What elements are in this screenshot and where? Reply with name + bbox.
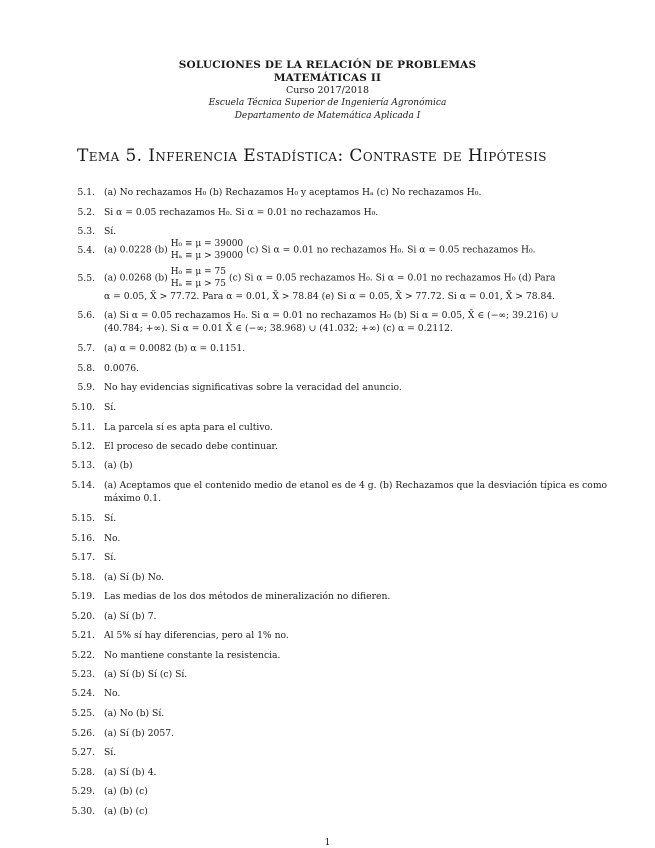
item-number: 5.9. bbox=[77, 382, 95, 393]
item-text bbox=[104, 785, 574, 798]
item-text bbox=[104, 571, 574, 584]
item-text-content: No hay evidencias significativas sobre la veracidad del anuncio. bbox=[104, 382, 402, 393]
item-number: 5.1. bbox=[77, 187, 95, 198]
item-number: 5.2. bbox=[77, 207, 95, 218]
item-text-content: Sí. bbox=[104, 226, 117, 237]
item-text bbox=[104, 532, 574, 545]
item-number: 5.4. bbox=[77, 245, 95, 256]
header-title-line1: SOLUCIONES DE LA RELACIÓN DE PROBLEMAS bbox=[178, 59, 477, 71]
item-text-content: (a) (b) bbox=[104, 460, 133, 471]
item-number: 5.17. bbox=[71, 552, 95, 563]
page-number: 1 bbox=[324, 838, 331, 848]
item-number: 5.18. bbox=[71, 572, 95, 583]
item-number: 5.15. bbox=[71, 513, 95, 524]
item-number: 5.8. bbox=[77, 363, 95, 374]
item-text bbox=[104, 459, 574, 472]
item-number: 5.21. bbox=[71, 630, 95, 641]
item-text bbox=[104, 766, 574, 779]
item-text-content: No. bbox=[104, 533, 121, 544]
item-number: 5.28. bbox=[71, 767, 95, 778]
alternative-hypothesis: Hₐ ≡ μ > 39000 bbox=[170, 251, 244, 261]
item-number: 5.13. bbox=[71, 460, 95, 471]
item-number: 5.23. bbox=[71, 669, 95, 680]
item-text bbox=[104, 381, 574, 394]
item-text-content: (a) Sí (b) 7. bbox=[104, 611, 157, 622]
item-text-post: (c) Si α = 0.01 no rechazamos H₀. Si α = 0.05 rechazamos H₀. bbox=[246, 244, 536, 256]
item-text-content: El proceso de secado debe continuar. bbox=[104, 441, 278, 452]
item-number: 5.14. bbox=[71, 480, 95, 491]
item-text bbox=[104, 479, 608, 492]
item-text-pre: (a) 0.0268 (b) bbox=[104, 272, 168, 284]
item-text bbox=[104, 266, 574, 290]
item-text bbox=[104, 649, 574, 662]
item-text-content: Si α = 0.05 rechazamos H₀. Si α = 0.01 no rechazamos H₀. bbox=[104, 207, 379, 218]
alternative-hypothesis: Hₐ ≡ μ > 75 bbox=[170, 279, 226, 289]
item-text-content: (a) No rechazamos H₀ (b) Rechazamos H₀ y aceptamos Hₐ (c) No rechazamos H₀. bbox=[104, 187, 482, 198]
item-text bbox=[104, 401, 574, 414]
item-text-content: Sí. bbox=[104, 747, 117, 758]
item-text bbox=[104, 590, 574, 603]
item-text-continuation: α = 0.05, X̄ > 77.72. Para α = 0.01, X̄ > 78.84 (e) Si α = 0.05, X̄ > 77.72. Si α = 0.01, X̄ > 78.84. bbox=[104, 291, 556, 302]
section-title: Tema 5. Inferencia Estadística: Contraste de Hipótesis bbox=[77, 146, 547, 166]
item-text bbox=[104, 186, 574, 199]
item-number: 5.6. bbox=[77, 310, 95, 321]
item-number: 5.3. bbox=[77, 226, 95, 237]
null-hypothesis: H₀ ≡ μ = 39000 bbox=[170, 239, 244, 249]
item-text-content: (a) Sí (b) Sí (c) Sí. bbox=[104, 669, 188, 680]
item-text bbox=[104, 727, 574, 740]
item-text-content: (a) Sí (b) No. bbox=[104, 572, 165, 583]
hypothesis-system bbox=[171, 238, 243, 262]
item-number: 5.7. bbox=[77, 343, 95, 354]
item-number: 5.25. bbox=[71, 708, 95, 719]
item-text-content: (a) Sí (b) 4. bbox=[104, 767, 157, 778]
item-text bbox=[104, 629, 574, 642]
header-department: Departamento de Matemática Aplicada I bbox=[234, 111, 421, 121]
item-text bbox=[104, 746, 574, 759]
item-text-continuation: máximo 0.1. bbox=[104, 493, 162, 504]
item-number: 5.19. bbox=[71, 591, 95, 602]
item-text bbox=[104, 342, 574, 355]
item-number: 5.16. bbox=[71, 533, 95, 544]
item-number: 5.27. bbox=[71, 747, 95, 758]
item-text bbox=[104, 707, 574, 720]
item-text-content: Sí. bbox=[104, 402, 117, 413]
item-text-content: (a) No (b) Sí. bbox=[104, 708, 165, 719]
item-text-content: (a) Aceptamos que el contenido medio de etanol es de 4 g. (b) Rechazamos que la desviación típica es como bbox=[104, 480, 608, 491]
item-text-continuation: (40.784; +∞). Si α = 0.01 X̄ ∈ (−∞; 38.968) ∪ (41.032; +∞) (c) α = 0.2112. bbox=[104, 323, 453, 334]
item-text bbox=[104, 668, 574, 681]
item-number: 5.12. bbox=[71, 441, 95, 452]
item-text bbox=[104, 238, 574, 262]
item-text-content: Las medias de los dos métodos de mineralización no difieren. bbox=[104, 591, 391, 602]
item-text bbox=[104, 805, 574, 818]
item-text-pre: (a) 0.0228 (b) bbox=[104, 244, 168, 256]
item-text bbox=[104, 551, 574, 564]
item-text bbox=[104, 610, 574, 623]
item-text bbox=[104, 687, 574, 700]
item-number: 5.24. bbox=[71, 688, 95, 699]
item-text-content: 0.0076. bbox=[104, 363, 140, 374]
item-text bbox=[104, 421, 574, 434]
item-text-content: No. bbox=[104, 688, 121, 699]
item-text-content: Sí. bbox=[104, 552, 117, 563]
null-hypothesis: H₀ ≡ μ = 75 bbox=[170, 267, 226, 277]
item-text-content: (a) Sí (b) 2057. bbox=[104, 728, 174, 739]
item-text bbox=[104, 512, 574, 525]
hypothesis-system bbox=[171, 266, 226, 290]
document-header bbox=[0, 59, 655, 123]
item-text-content: (a) (b) (c) bbox=[104, 786, 148, 797]
item-text-content: (a) (b) (c) bbox=[104, 806, 148, 817]
item-text bbox=[104, 440, 574, 453]
item-text-content: Al 5% sí hay diferencias, pero al 1% no. bbox=[104, 630, 289, 641]
item-number: 5.30. bbox=[71, 806, 95, 817]
item-number: 5.10. bbox=[71, 402, 95, 413]
item-number: 5.5. bbox=[77, 273, 95, 284]
item-text bbox=[104, 225, 574, 238]
item-text-content: Sí. bbox=[104, 513, 117, 524]
item-text bbox=[104, 362, 574, 375]
header-title-line2: MATEMÁTICAS II bbox=[273, 72, 382, 84]
item-text-content: No mantiene constante la resistencia. bbox=[104, 650, 281, 661]
item-text bbox=[104, 206, 574, 219]
item-text-content: (a) α = 0.0082 (b) α = 0.1151. bbox=[104, 343, 246, 354]
item-text-content: (a) Si α = 0.05 rechazamos H₀. Si α = 0.01 no rechazamos H₀ (b) Si α = 0.05, X̄ ∈ (−∞; 39.216) ∪ bbox=[104, 310, 559, 321]
item-number: 5.20. bbox=[71, 611, 95, 622]
header-school: Escuela Técnica Superior de Ingeniería Agronómica bbox=[208, 98, 447, 108]
item-number: 5.29. bbox=[71, 786, 95, 797]
header-course: Curso 2017/2018 bbox=[285, 85, 370, 96]
item-text-post: (c) Si α = 0.05 rechazamos H₀. Si α = 0.01 no rechazamos H₀ (d) Para bbox=[228, 272, 556, 284]
item-number: 5.26. bbox=[71, 728, 95, 739]
item-text-content: La parcela sí es apta para el cultivo. bbox=[104, 422, 273, 433]
item-text bbox=[104, 309, 574, 322]
item-number: 5.11. bbox=[71, 422, 95, 433]
item-number: 5.22. bbox=[71, 650, 95, 661]
